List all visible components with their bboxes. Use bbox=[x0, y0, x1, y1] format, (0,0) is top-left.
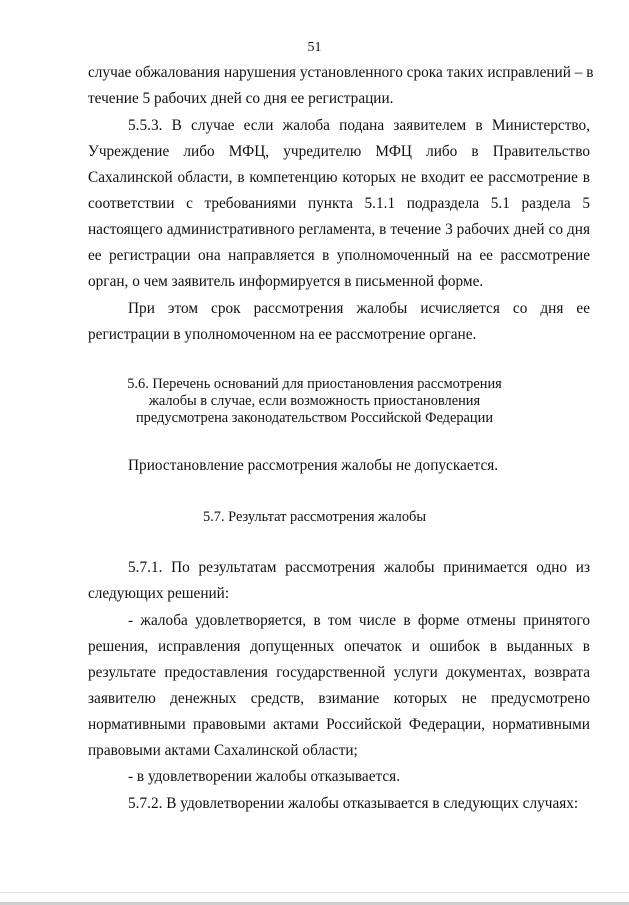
section-heading-5-6-line2: жалобы в случае, если возможность приостановления bbox=[148, 393, 481, 409]
paragraph-start-5-7-1: 5.7.1. По результатам рассмотрения жалобы принимается одно из bbox=[128, 559, 590, 576]
text-line: течение 5 рабочих дней со дня ее регистрации. bbox=[88, 90, 394, 107]
text-line: регистрации в уполномоченном на ее рассмотрение органе. bbox=[88, 326, 477, 343]
text-line: заявителю денежных средств, взимание которых не предусмотрено bbox=[88, 690, 590, 707]
page-number: 51 bbox=[307, 40, 322, 55]
text-line: случае обжалования нарушения установленного срока таких исправлений – в bbox=[88, 64, 594, 81]
list-item: - в удовлетворении жалобы отказывается. bbox=[128, 768, 401, 785]
paragraph-single: Приостановление рассмотрения жалобы не допускается. bbox=[128, 457, 499, 474]
section-heading-5-6-line1: 5.6. Перечень оснований для приостановления рассмотрения bbox=[127, 376, 502, 392]
paragraph-start-5-7-2: 5.7.2. В удовлетворении жалобы отказывается в следующих случаях: bbox=[128, 795, 579, 812]
text-line: результате предоставления государственной услуги документах, возврата bbox=[88, 664, 590, 681]
section-heading-5-7: 5.7. Результат рассмотрения жалобы bbox=[202, 509, 427, 525]
paragraph-start: При этом срок рассмотрения жалобы исчисляется со дня ее bbox=[128, 300, 590, 317]
text-line: следующих решений: bbox=[88, 585, 230, 602]
text-line: Учреждение либо МФЦ, учредителю МФЦ либо в Правительство bbox=[88, 143, 590, 160]
paragraph-start-5-5-3: 5.5.3. В случае если жалоба подана заявителем в Министерство, bbox=[128, 117, 590, 134]
text-line: настоящего административного регламента, в течение 3 рабочих дней со дня bbox=[88, 221, 590, 238]
text-line: нормативными правовыми актами Российской Федерации, нормативными bbox=[88, 716, 590, 733]
text-line: решения, исправления допущенных опечаток и ошибок в выданных в bbox=[88, 638, 590, 655]
section-heading-5-6-line3: предусмотрена законодательством Российской Федерации bbox=[135, 410, 494, 426]
text-line: орган, о чем заявитель информируется в письменной форме. bbox=[88, 273, 484, 290]
list-item-start: - жалоба удовлетворяется, в том числе в форме отмены принятого bbox=[128, 612, 590, 629]
text-line: правовыми актами Сахалинской области; bbox=[88, 742, 358, 759]
scan-edge-line bbox=[0, 892, 629, 893]
text-line: ее регистрации она направляется в уполномоченный на ее рассмотрение bbox=[88, 247, 590, 264]
text-line: Сахалинской области, в компетенцию которых не входит ее рассмотрение в bbox=[88, 169, 590, 186]
text-line: соответствии с требованиями пункта 5.1.1 подраздела 5.1 раздела 5 bbox=[88, 195, 590, 212]
